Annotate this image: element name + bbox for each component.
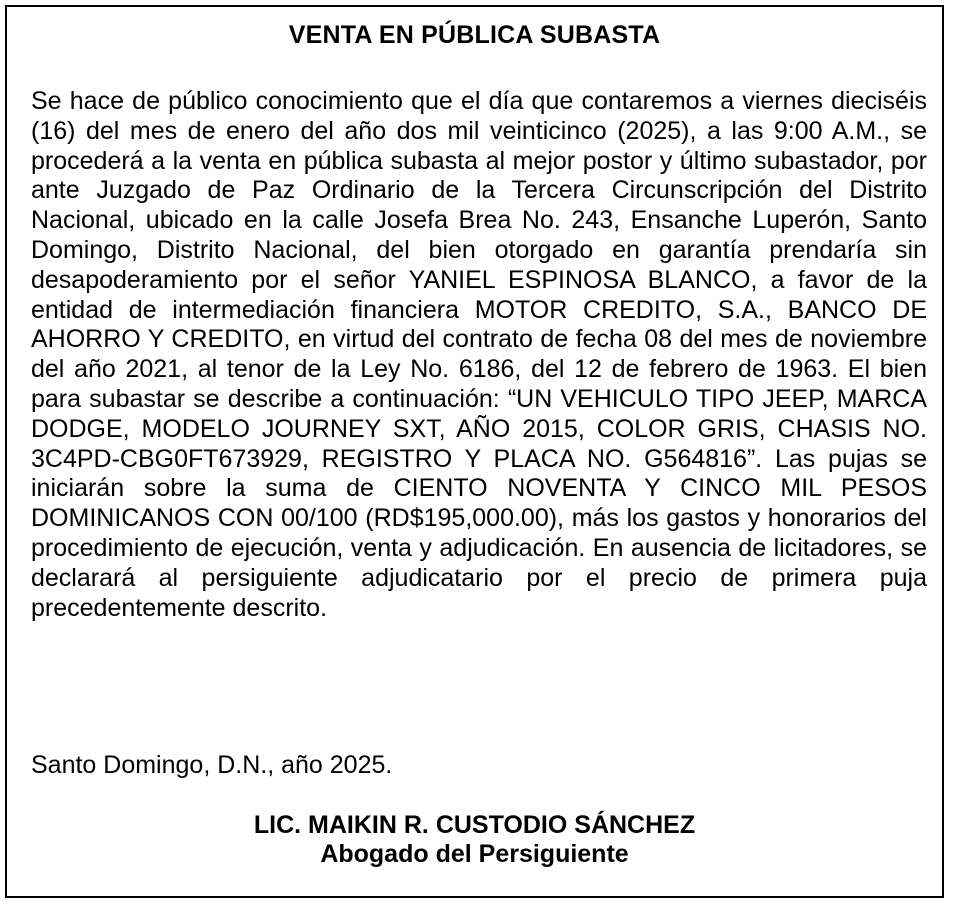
signature-name: LIC. MAIKIN R. CUSTODIO SÁNCHEZ (253, 811, 696, 839)
signature-block (7, 811, 942, 869)
notice-closing: Santo Domingo, D.N., año 2025. (31, 751, 393, 779)
notice-body: Se hace de público conocimiento que el día que contaremos a viernes dieciséis (16) del mes de enero del año dos mil veinticinco (2025), a las 9:00 A.M., se procederá a la venta en pública subasta al mejor postor y último subastador, por ante Juzgado de Paz Ordinario de la Tercera Circunscripción del Distrito Nacional, ubicado en la calle Josefa Brea No. 243, Ensanche Luperón, Santo Domingo, Distrito Nacional, del bien otorgado en garantía prendaría sin desapoderamiento por el señor YANIEL ESPINOSA BLANCO, a favor de la entidad de intermediación financiera MOTOR CREDITO, S.A., BANCO DE AHORRO Y CREDITO, en virtud del contrato de fecha 08 del mes de noviembre del año 2021, al tenor de la Ley No. 6186, del 12 de febrero de 1963. El bien para subastar se describe a continuación: “UN VEHICULO TIPO JEEP, MARCA DODGE, MODELO JOURNEY SXT, AÑO 2015, COLOR GRIS, CHASIS NO. 3C4PD-CBG0FT673929, REGISTRO Y PLACA NO. G564816”. Las pujas se iniciarán sobre la suma de CIENTO NOVENTA Y CINCO MIL PESOS DOMINICANOS CON 00/100 (RD$195,000.00), más los gastos y honorarios del procedimiento de ejecución, venta y adjudicación. En ausencia de licitadores, se declarará al persiguiente adjudicatario por el precio de primera puja precedentemente descrito. (31, 87, 927, 622)
notice-frame (5, 5, 944, 898)
notice-title: VENTA EN PÚBLICA SUBASTA (288, 21, 661, 49)
signature-role: Abogado del Persiguiente (320, 840, 629, 868)
